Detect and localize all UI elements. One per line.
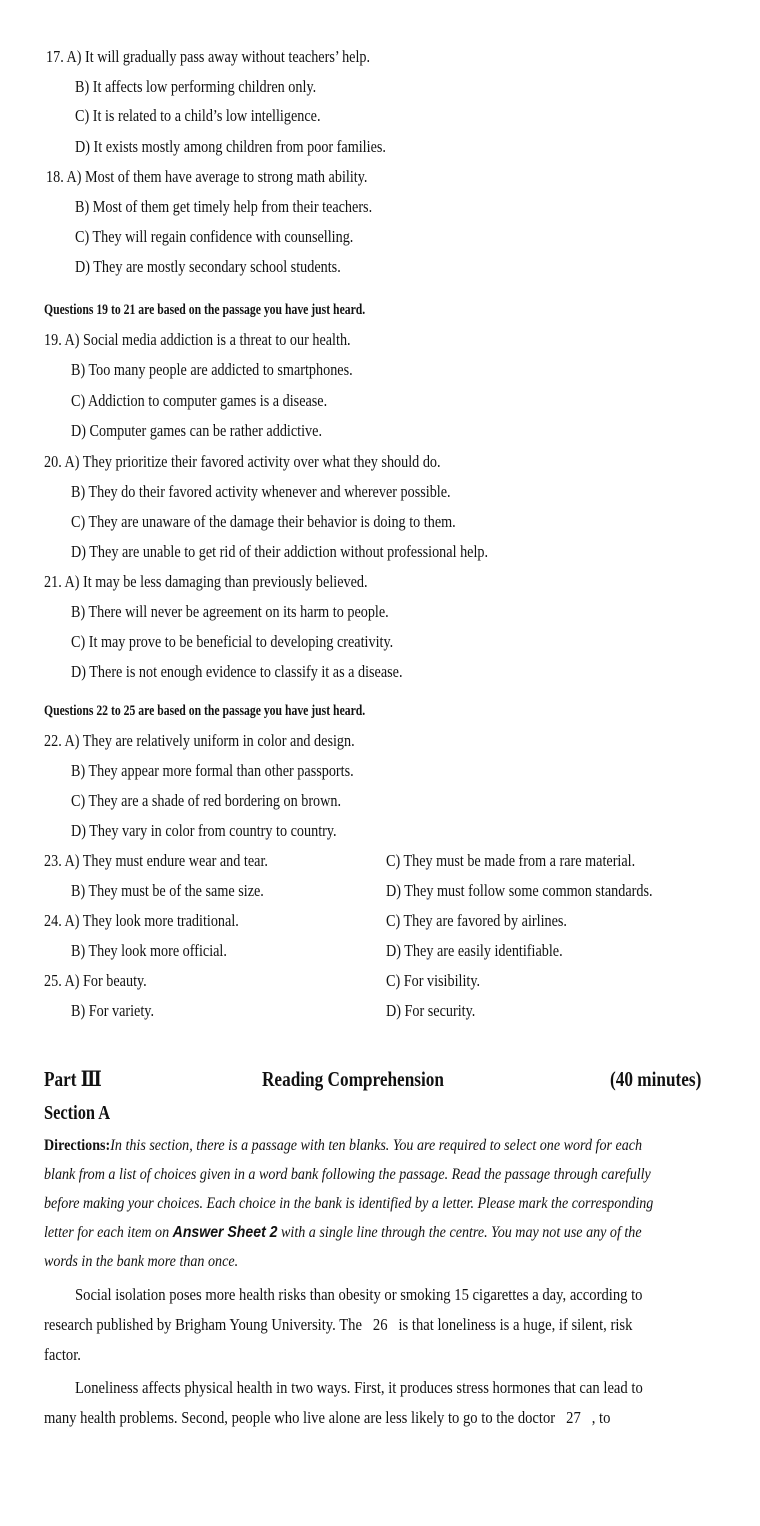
directions-line-1 [44,1136,642,1156]
directions-text-1: In this section, there is a passage with ten blanks. You are required to select one word for each [110,1137,643,1154]
q25-option-a: 25. A) For beauty. [44,971,147,990]
q23-option-c: C) They must be made from a rare material. [386,851,636,870]
q21-option-d: D) There is not enough evidence to classify it as a disease. [71,662,403,681]
passage-p2-line-2: many health problems. Second, people who live alone are less likely to go to the doctor 27 , to [44,1408,611,1427]
q20-option-a: 20. A) They prioritize their favored activity over what they should do. [44,452,441,471]
q24-option-c: C) They are favored by airlines. [386,911,567,930]
q18-option-c: C) They will regain confidence with counselling. [75,227,354,246]
q19-option-d: D) Computer games can be rather addictive. [71,421,322,440]
q22-option-c: C) They are a shade of red bordering on brown. [71,791,342,810]
directions-line-5: words in the bank more than once. [44,1253,239,1270]
q24-option-b: B) They look more official. [71,941,227,960]
q24-option-d: D) They are easily identifiable. [386,941,563,960]
q22-option-d: D) They vary in color from country to country. [71,821,337,840]
q25-option-b: B) For variety. [71,1001,155,1020]
q21-option-b: B) There will never be agreement on its harm to people. [71,602,389,621]
passage-p1-line-3: factor. [44,1345,81,1364]
q23-option-b: B) They must be of the same size. [71,881,264,900]
q22-option-b: B) They appear more formal than other passports. [71,761,354,780]
q24-option-a: 24. A) They look more traditional. [44,911,239,930]
questions-22-25-heading: Questions 22 to 25 are based on the passage you have just heard. [44,703,366,719]
passage-p2-line-1: Loneliness affects physical health in two ways. First, it produces stress hormones that can lead to [75,1378,643,1397]
directions-label: Directions: [44,1137,111,1154]
q18-option-b: B) Most of them get timely help from their teachers. [75,197,373,216]
directions-line-4 [44,1223,642,1243]
q20-option-d: D) They are unable to get rid of their addiction without professional help. [71,542,489,561]
q17-option-a: 17. A) It will gradually pass away without teachers’ help. [46,47,371,66]
q19-option-a: 19. A) Social media addiction is a threat to our health. [44,330,351,349]
part-label: Part Ⅲ [44,1067,102,1091]
part-time: (40 minutes) [610,1067,702,1091]
directions-line-3: before making your choices. Each choice in the bank is identified by a letter. Please mark the corresponding [44,1195,654,1212]
q20-option-b: B) They do their favored activity whenever and wherever possible. [71,482,451,501]
q17-option-c: C) It is related to a child’s low intelligence. [75,106,321,125]
directions-text-4a: letter for each item on [44,1224,170,1241]
q17-option-d: D) It exists mostly among children from poor families. [75,137,386,156]
directions-text-4b: with a single line through the centre. You may not use any of the [281,1224,642,1241]
q17-option-b: B) It affects low performing children only. [75,77,317,96]
part-title: Reading Comprehension [262,1067,444,1091]
q20-option-c: C) They are unaware of the damage their behavior is doing to them. [71,512,456,531]
q23-option-a: 23. A) They must endure wear and tear. [44,851,268,870]
q23-option-d: D) They must follow some common standards. [386,881,653,900]
q18-option-d: D) They are mostly secondary school students. [75,257,341,276]
q19-option-c: C) Addiction to computer games is a disease. [71,391,328,410]
answer-sheet-label: Answer Sheet 2 [172,1224,278,1241]
q25-option-c: C) For visibility. [386,971,481,990]
q21-option-a: 21. A) It may be less damaging than previously believed. [44,572,368,591]
section-title: Section A [44,1102,111,1124]
q21-option-c: C) It may prove to be beneficial to developing creativity. [71,632,394,651]
passage-p1-line-2: research published by Brigham Young University. The 26 is that loneliness is a huge, if silent, risk [44,1315,633,1334]
questions-19-21-heading: Questions 19 to 21 are based on the passage you have just heard. [44,302,366,318]
passage-p1-line-1: Social isolation poses more health risks than obesity or smoking 15 cigarettes a day, according to [75,1285,643,1304]
q18-option-a: 18. A) Most of them have average to strong math ability. [46,167,368,186]
q25-option-d: D) For security. [386,1001,476,1020]
directions-line-2: blank from a list of choices given in a word bank following the passage. Read the passage through carefully [44,1166,651,1183]
q19-option-b: B) Too many people are addicted to smartphones. [71,360,353,379]
q22-option-a: 22. A) They are relatively uniform in color and design. [44,731,355,750]
